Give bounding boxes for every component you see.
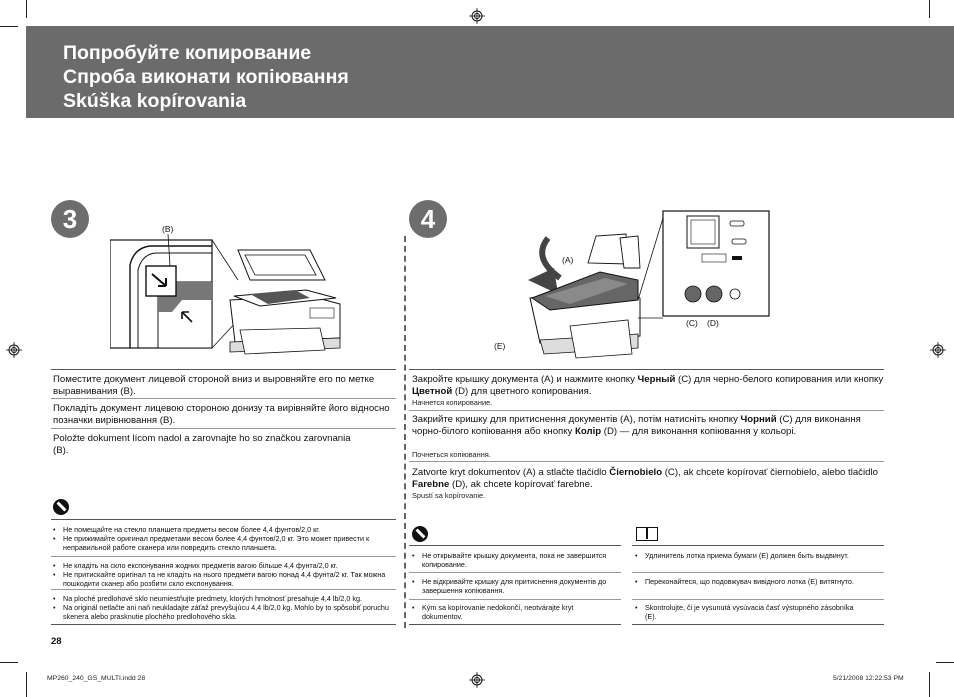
crop-mark: [929, 672, 930, 697]
divider: [51, 369, 396, 370]
step-4-caution-ukrainian: [412, 577, 612, 595]
label-c: (C): [686, 318, 698, 328]
button-name-black: Чорний: [740, 414, 777, 425]
step-3-notes-ukrainian: [53, 561, 395, 588]
step-4-subtext-ukrainian: Почнеться копіювання.: [412, 450, 491, 459]
divider: [632, 599, 884, 600]
caution-icon: [53, 499, 69, 515]
page-header: [26, 26, 954, 118]
step-4-text-russian: [412, 374, 886, 398]
divider: [409, 545, 621, 546]
step-3-text-ukrainian: Покладіть документ лицевою стороною донизу та вирівняйте його відносно позначки вирівнювання (B).: [53, 403, 390, 426]
crop-mark: [26, 0, 27, 18]
divider: [51, 624, 396, 625]
step-4-badge: 4: [409, 200, 447, 238]
registration-mark-icon: [469, 672, 485, 688]
divider: [409, 369, 884, 370]
divider: [51, 428, 396, 429]
book-icon: [636, 527, 658, 541]
note-item: • Не открывайте крышку документа, пока не завершится копирование.: [412, 551, 612, 569]
step-3-text-russian: Поместите документ лицевой стороной вниз и выровняйте его по метке выравнивания (B).: [53, 374, 375, 397]
divider: [409, 599, 621, 600]
crop-mark: [936, 662, 954, 663]
title-ukrainian: Спроба виконати копіювання: [63, 66, 349, 88]
note-item: • Не притискайте оригінал та не кладіть на нього предмети вагою понад 4,4 фунта/2 кг. Так можна пошкодити сканер або розбити скло експонування.: [53, 570, 395, 588]
divider: [409, 410, 884, 411]
crop-mark: [929, 0, 930, 18]
step-4-text-ukrainian: [412, 414, 874, 438]
divider: [632, 572, 884, 573]
step-4-info-slovak: [635, 603, 865, 621]
text-run: (D), ak chcete kopírovať farebne.: [449, 479, 593, 490]
divider: [632, 545, 884, 546]
step-4-illustration: [510, 208, 780, 363]
registration-mark-icon: [930, 342, 946, 358]
note-item: • Не прижимайте оригинал предметами весом более 4,4 фунтов/2,0 кг. Это может привести к неправильной работе сканера или повредить стекло планшета.: [53, 534, 393, 552]
note-item: • Не помещайте на стекло планшета предметы весом более 4,4 фунтов/2,0 кг.: [53, 525, 393, 534]
label-d: (D): [707, 318, 719, 328]
divider: [51, 589, 396, 590]
crop-mark: [0, 26, 18, 27]
note-item: • Na originál netlačte ani naň neukladajte záťaž prevyšujúcu 4,4 lb/2,0 kg. Mohlo by to spôsobiť poruchu skenera alebo prasknutie plochého predlohového skla.: [53, 603, 395, 621]
button-name-color: Колір: [575, 426, 602, 437]
step-4-subtext-slovak: Spustí sa kopírovanie.: [412, 491, 486, 500]
caution-icon: [412, 526, 428, 542]
label-a: (A): [562, 255, 574, 265]
text-run: Закрийте кришку для притиснення документів (A), потім натисніть кнопку: [412, 414, 741, 425]
text-run: (C) для черно-белого копирования или кнопку: [675, 374, 884, 385]
note-item: • Skontrolujte, či je vysunutá vysúvacia časť výstupného zásobníka (E).: [635, 603, 865, 621]
button-name-black: Черный: [637, 374, 676, 385]
divider: [51, 556, 396, 557]
note-item: • Переконайтеся, що подовжувач вивідного лотка (E) витягнуто.: [635, 577, 865, 586]
registration-mark-icon: [469, 8, 485, 24]
text-run: (D) — для виконання копіювання у кольорі.: [601, 426, 797, 437]
crop-mark: [0, 662, 18, 663]
step-3-illustration: [110, 220, 350, 360]
footer-date: 5/21/2008 12:22:53 PM: [833, 675, 904, 682]
step-4-info-russian: [635, 551, 885, 560]
step-4-caution-russian: [412, 551, 612, 569]
divider: [51, 398, 396, 399]
note-item: • Не відкривайте кришку для притиснення документів до завершення копіювання.: [412, 577, 612, 595]
step-3-notes-slovak: [53, 594, 395, 621]
crop-mark: [26, 672, 27, 697]
step-4-caution-slovak: [412, 603, 612, 621]
step-4-text-slovak: [412, 467, 886, 491]
step-3-badge: 3: [51, 200, 89, 238]
button-name-color: Цветной: [412, 386, 453, 397]
step-3-notes-russian: [53, 525, 393, 552]
title-slovak: Skúška kopírovania: [63, 90, 247, 112]
divider: [409, 624, 621, 625]
divider: [409, 461, 884, 462]
registration-mark-icon: [6, 342, 22, 358]
text-run: Закройте крышку документа (A) и нажмите кнопку: [412, 374, 638, 385]
divider: [409, 572, 621, 573]
note-item: • Kým sa kopírovanie nedokončí, neotvárajte kryt dokumentov.: [412, 603, 612, 621]
note-item: • Удлинитель лотка приема бумаги (E) должен быть выдвинут.: [635, 551, 885, 560]
step-3-text-slovak: Položte dokument lícom nadol a zarovnajte ho so značkou zarovnania (B).: [53, 433, 351, 456]
text-run: Zatvorte kryt dokumentov (A) a stlačte tlačidlo: [412, 467, 610, 478]
text-run: (C), ak chcete kopírovať čiernobielo, alebo tlačidlo: [662, 467, 878, 478]
note-item: • Na ploché predlohové sklo neumiestňujte predmety, ktorých hmotnosť presahuje 4,4 lb/2,0 kg.: [53, 594, 395, 603]
label-e: (E): [494, 341, 506, 351]
step-4-subtext-russian: Начнется копирование.: [412, 398, 493, 407]
step-4-info-ukrainian: [635, 577, 865, 586]
divider: [632, 624, 884, 625]
title-russian: Попробуйте копирование: [63, 42, 312, 64]
footer-file: MP260_240_GS_MULTI.indd 28: [47, 675, 146, 682]
text-run: (D) для цветного копирования.: [452, 386, 592, 397]
button-name-black: Čiernobielo: [609, 467, 663, 478]
divider: [51, 519, 396, 520]
text-run: (C) для виконання чорно-білого копіювання або кнопку: [412, 414, 861, 437]
column-separator: [404, 236, 406, 628]
note-item: • Не кладіть на скло експонування жодних предметів вагою більше 4,4 фунта/2,0 кг.: [53, 561, 395, 570]
button-name-color: Farebne: [412, 479, 450, 490]
page-number: 28: [51, 636, 62, 647]
label-b: (B): [162, 224, 174, 234]
